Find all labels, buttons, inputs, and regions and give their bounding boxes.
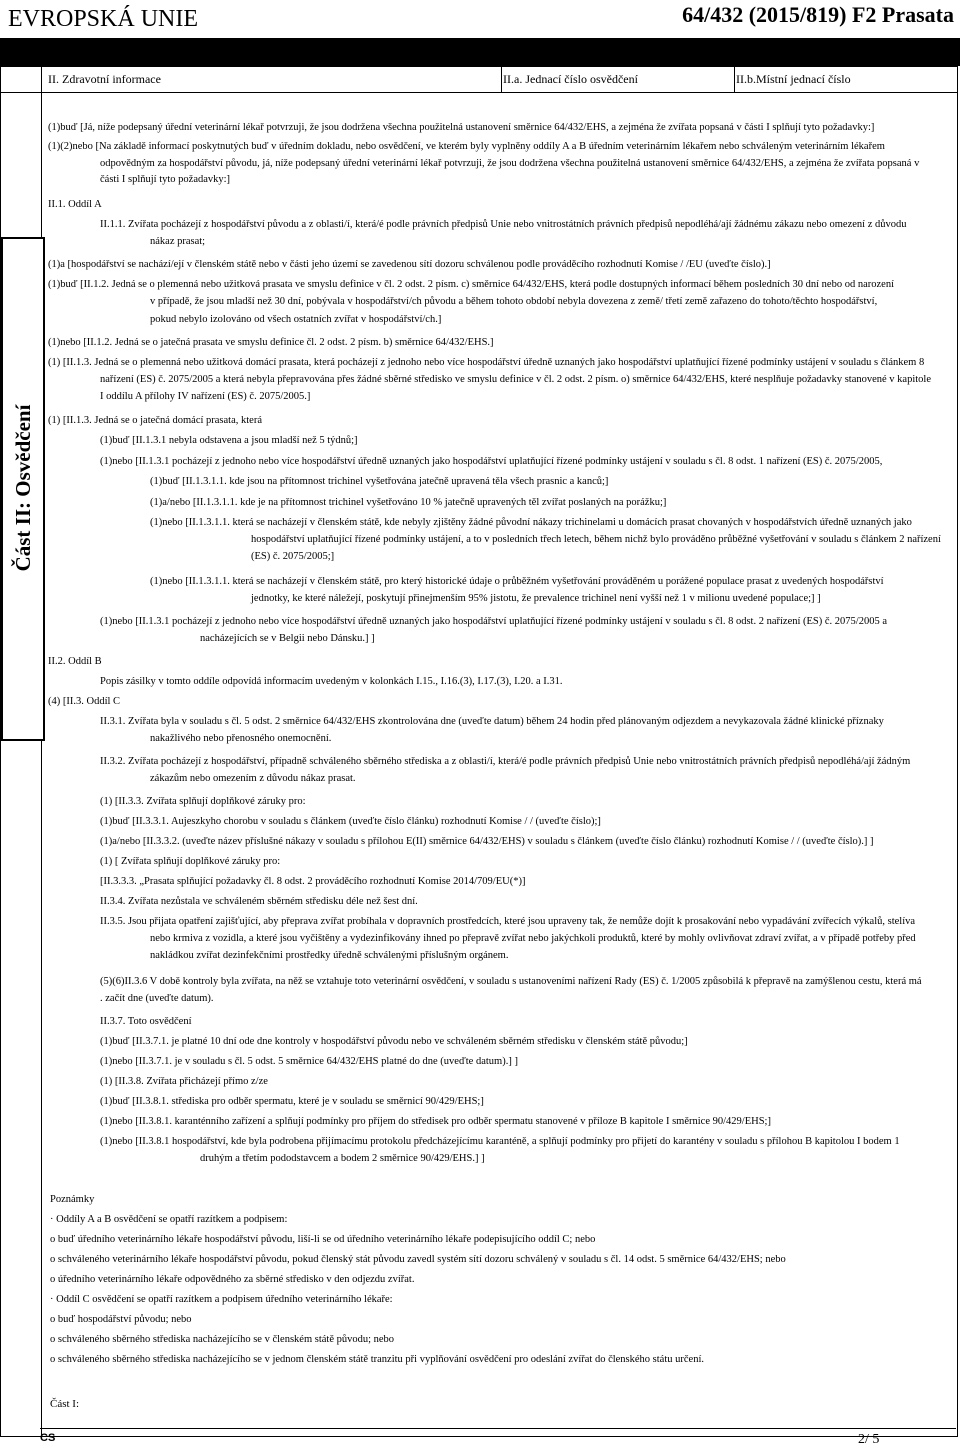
certificate-line: (1)nebo [II.3.8.1. karanténního zařízení a splňují podmínky pro příjem do středisek pro odběr spermatu stanovené v příloze B kapitole I směrnice 90/429/EHS;] bbox=[100, 1116, 771, 1127]
certificate-line: II.3.1. Zvířata byla v souladu s čl. 5 odst. 2 směrnice 64/432/EHS zkontrolována dne (uveďte datum) během 24 hodin před plánovaným odjezdem a nevykazovala žádné klinické příznaky bbox=[100, 716, 884, 727]
note-line: · Oddíly A a B osvědčení se opatří razítkem a podpisem: bbox=[50, 1214, 288, 1225]
certificate-line: Popis zásilky v tomto oddíle odpovídá informacím uvedeným v kolonkách I.15., I.16.(3), I.17.(3), I.20. a I.31. bbox=[100, 676, 563, 687]
reference-number-heading: II.a. Jednací číslo osvědčení bbox=[503, 72, 638, 86]
certificate-line: (1)(2)nebo [Na základě informací poskytnutých buď v úředním dokladu, nebo osvědčení, ve kterém byly vyplněny oddíly A a B úředním veterinárním lékařem nebo schváleným veterinárním lékařem bbox=[48, 141, 885, 152]
note-line: o buď úředního veterinárního lékaře hospodářství původu, liší-li se od úředního veterinárního lékaře podepisujícího oddíl C; nebo bbox=[50, 1234, 596, 1245]
note-line: o úředního veterinárního lékaře odpovědného za sběrné středisko v den odjezdu zvířat. bbox=[50, 1274, 415, 1285]
certificate-line: v případě, že jsou mladší než 30 dní, pobývala v hospodářství/ch původu a během tohoto období nebyla dovezena z země/ třetí země zařazeno do tohoto/těchto hospodářství, bbox=[150, 296, 878, 307]
certificate-line: (1)buď [II.1.2. Jedná se o plemenná nebo užitková prasata ve smyslu definice v čl. 2 odst. 2 písm. c) směrnice 64/432/EHS, která podle dostupných informací během posledních 30 dní nebo od narození bbox=[48, 279, 894, 290]
note-line: Poznámky bbox=[50, 1194, 95, 1205]
certificate-line: (1)nebo [II.3.8.1 hospodářství, kde byla podrobena přijímacímu protokolu předcházejícímu karanténě, a splňují podmínky pro přijetí do karantény v souladu s přílohou B kapitolou I bodem 1 bbox=[100, 1136, 900, 1147]
certificate-line: I oddílu A přílohy IV nařízení (ES) č. 2075/2005.] bbox=[100, 391, 311, 402]
note-line: · Oddíl C osvědčení se opatří razítkem a podpisem úředního veterinárního lékaře: bbox=[50, 1294, 393, 1305]
footer-divider bbox=[40, 1428, 956, 1429]
certificate-line: (5)(6)II.3.6 V době kontroly byla zvířata, na něž se vztahuje toto veterinární osvědčení, v souladu s ustanoveními nařízení Rady (ES) č. 1/2005 způsobilá k přepravě na zamýšlenou cestu, která má bbox=[100, 976, 922, 987]
certificate-line: (1) [II.3.8. Zvířata přicházejí přímo z/ze bbox=[100, 1076, 268, 1087]
certificate-line: II.1. Oddíl A bbox=[48, 199, 102, 210]
health-info-heading: II. Zdravotní informace bbox=[48, 72, 161, 86]
local-reference-heading: II.b.Místní jednací číslo bbox=[736, 72, 851, 86]
note-line: o schváleného sběrného střediska nacházejícího se v členském státě původu; nebo bbox=[50, 1334, 395, 1345]
certificate-line: II.3.5. Jsou přijata opatření zajišťující, aby přeprava zvířat probíhala v dopravních prostředcích, které jsou upraveny tak, že nemůže dojít k prosakování nebo vypadávání zvířecích výkalů, stelíva bbox=[100, 916, 916, 927]
certificate-line: (1)nebo [II.3.7.1. je v souladu s čl. 5 odst. 5 směrnice 64/432/EHS platné do dne (uveďte datum).] ] bbox=[100, 1056, 518, 1067]
page-number: 2/ 5 bbox=[858, 1432, 880, 1447]
certificate-line: nebo krmiva z vozidla, a které jsou vyčištěny a vydezinfikovány ihned po přepravě zvířat nebo jakýchkoli produktů, které by mohly ovlivňovat zdraví zvířat, a v případě potřeby před bbox=[150, 933, 916, 944]
table-header-row bbox=[1, 67, 957, 93]
certificate-line: (1)buď [II.3.3.1. Aujeszkyho chorobu v souladu s článkem (uveďte číslo článku) rozhodnutí Komise / / (uveďte číslo);] bbox=[100, 816, 601, 827]
note-line: o schváleného sběrného střediska nacházejícího se v jednom členském státě tranzitu při vyplňování osvědčení pro odeslání zvířat do členského státu určení. bbox=[50, 1354, 704, 1365]
certificate-line: II.3.4. Zvířata nezůstala ve schváleném sběrném středisku déle než šest dní. bbox=[100, 896, 418, 907]
certificate-line: (1)nebo [II.1.2. Jedná se o jatečná prasata ve smyslu definice čl. 2 odst. 2 písm. b) směrnice 64/432/EHS.] bbox=[48, 337, 494, 348]
certificate-line: zákazům nebo omezením z důvodu nákaz prasat. bbox=[150, 773, 356, 784]
certificate-line: II.1.1. Zvířata pocházejí z hospodářství původu a z oblasti/í, která/é podle právních předpisů Unie nebo vnitrostátních právních předpisů nepodléhá/ají žádnému zákazu nebo omezení z důvodu bbox=[100, 219, 907, 230]
certificate-line: části I splňují tyto požadavky:] bbox=[100, 174, 231, 185]
certificate-line: (1)a/nebo [II.3.3.2. (uveďte název příslušné nákazy v souladu s přílohou E(II) směrnice 64/432/EHS) v souladu s článkem (uveďte číslo článku) rozhodnutí Komise / / (uveďte číslo).] ] bbox=[100, 836, 874, 847]
certificate-line: nakažlivého nebo přenosného onemocnění. bbox=[150, 733, 332, 744]
header-bar bbox=[0, 38, 960, 66]
certificate-line: II.3.2. Zvířata pocházejí z hospodářství, případně schváleného sběrného střediska a z oblasti/í, která/é podle právních předpisů Unie nebo vnitrostátních právních předpisů nepodléhá/ají žádným bbox=[100, 756, 911, 767]
certificate-line: (1) [II.1.3. Jedná se o plemenná nebo užitková domácí prasata, která pocházejí z jednoho nebo více hospodářství úředně uznaných jako hospodářství uplatňující řízené podmínky ustájení v souladu s článkem 8 bbox=[48, 357, 925, 368]
certificate-line: (1)nebo [II.1.3.1 pocházejí z jednoho nebo více hospodářství úředně uznaných jako hospodářství uplatňující řízené podmínky ustájení v souladu s čl. 8 odst. 1 nařízení (ES) č. 2075/2005, bbox=[100, 456, 883, 467]
certificate-line: (ES) č. 2075/2005;] bbox=[251, 551, 335, 562]
certificate-line: nacházejících se v Belgii nebo Dánsku.] ] bbox=[200, 633, 375, 644]
part-ii-side-label bbox=[1, 237, 45, 741]
certificate-line: II.3.7. Toto osvědčení bbox=[100, 1016, 192, 1027]
note-line: o schváleného veterinárního lékaře hospodářství původu, pokud členský stát původu zavedl systém sítí dozoru schválený v souladu s čl. 14 odst. 5 směrnice 64/432/EHS; nebo bbox=[50, 1254, 786, 1265]
certificate-line: (1) [ Zvířata splňují doplňkové záruky pro: bbox=[100, 856, 281, 867]
language-code: CS bbox=[40, 1432, 56, 1444]
certificate-line: [II.3.3.3. „Prasata splňující požadavky čl. 8 odst. 2 prováděcího rozhodnutí Komise 2014/709/EU(*)] bbox=[100, 876, 526, 887]
part-ii-label-text: Část II: Osvědčení bbox=[11, 404, 35, 572]
certificate-line: hospodářství uplatňující řízené podmínky ustájení, a to v posledních třech letech, během nichž bylo prováděno průběžné vyšetřování v souladu s článkem 2 nařízení bbox=[251, 534, 941, 545]
certificate-line: (1) [II.3.3. Zvířata splňují doplňkové záruky pro: bbox=[100, 796, 306, 807]
certificate-line: (1)buď [Já, níže podepsaný úřední veterinární lékař potvrzuji, že jsou dodržena všechna použitelná ustanovení směrnice 64/432/EHS, a zejména že zvířata popsaná v části I splňují tyto požadavky:] bbox=[48, 122, 875, 133]
document-title-right: 64/432 (2015/819) F2 Prasata bbox=[682, 2, 954, 27]
certificate-line: pokud nebylo izolováno od všech ostatních zvířat v hospodářství/ch.] bbox=[150, 314, 442, 325]
certificate-line: jednotky, ke které náležejí, poskytují přinejmenším 95% jistotu, že prevalence trichinel není vyšší než 1 v milionu uvedené populace;] ] bbox=[251, 593, 821, 604]
certificate-line: II.2. Oddíl B bbox=[48, 656, 102, 667]
certificate-line: (1) [II.1.3. Jedná se o jatečná domácí prasata, která bbox=[48, 415, 262, 426]
certificate-line: (1)nebo [II.1.3.1.1. která se nacházejí v členském státě, kde nebyly zjištěny žádné původní nákazy trichinelami u domácích prasat chovaných v hospodářstvích úředně uznaných jako bbox=[150, 517, 912, 528]
certificate-line: odpovědným za hospodářství původu, já, níže podepsaný úřední veterinární lékař potvrzuji, že jsou dodržena všechna použitelná ustanovení směrnice 64/432/EHS, a zejména že zvířata popsaná v bbox=[100, 158, 920, 169]
certificate-line: (1)nebo [II.1.3.1.1. která se nacházejí v členském státě, pro který historické údaje o průběžném vyšetřování prováděném u porážené populace prasat z uvedených hospodářství bbox=[150, 576, 884, 587]
certificate-line: (1)buď [II.1.3.1 nebyla odstavena a jsou mladší než 5 týdnů;] bbox=[100, 435, 358, 446]
certificate-line: nakládkou zvířat dezinfekčními prostředky úředně schválenými příslušným orgánem. bbox=[150, 950, 509, 961]
certificate-line: nákaz prasat; bbox=[150, 236, 206, 247]
certificate-line: (1)nebo [II.1.3.1 pocházejí z jednoho nebo více hospodářství úředně uznaných jako hospodářství uplatňující řízené podmínky ustájení v souladu s čl. 8 odst. 2 nařízení (ES) č. 2075/2005 a bbox=[100, 616, 888, 627]
certificate-line: (4) [II.3. Oddíl C bbox=[48, 696, 121, 707]
part-i-label: Část I: bbox=[50, 1398, 80, 1410]
certificate-line: . začít dne (uveďte datum). bbox=[100, 993, 214, 1004]
certificate-line: (1)a [hospodářství se nachází/ejí v členském státě nebo v části jeho území se zavedenou sítí dozoru schválenou podle prováděcího rozhodnutí Komise / /EU (uveďte číslo).] bbox=[48, 259, 771, 270]
certificate-line: (1)buď [II.3.8.1. střediska pro odběr spermatu, které je v souladu se směrnicí 90/429/EHS;] bbox=[100, 1096, 484, 1107]
certificate-line: (1)buď [II.3.7.1. je platné 10 dní ode dne kontroly v hospodářství původu nebo ve schváleném sběrném středisku v členském státě původu;] bbox=[100, 1036, 688, 1047]
certificate-line: (1)a/nebo [II.1.3.1.1. kde je na přítomnost trichinel vyšetřováno 10 % jatečně upravených těl zvířat poslaných na porážku;] bbox=[150, 497, 667, 508]
document-title-left: EVROPSKÁ UNIE bbox=[8, 6, 199, 32]
certificate-line: druhým a třetím pododstavcem a bodem 2 směrnice 90/429/EHS.] ] bbox=[200, 1153, 485, 1164]
note-line: o buď hospodářství původu; nebo bbox=[50, 1314, 192, 1325]
certificate-line: (1)buď [II.1.3.1.1. kde jsou na přítomnost trichinel vyšetřována jatečně upravená těla všech prasnic a kanců;] bbox=[150, 476, 609, 487]
certificate-line: nařízení (ES) č. 2075/2005 a která nebyla přepravována přes žádné sběrné středisko ve smyslu definice v čl. 2 odst. 2 písm. o) směrnice 64/432/EHS, které nesplňuje požadavky stanovené v kapitole bbox=[100, 374, 932, 385]
